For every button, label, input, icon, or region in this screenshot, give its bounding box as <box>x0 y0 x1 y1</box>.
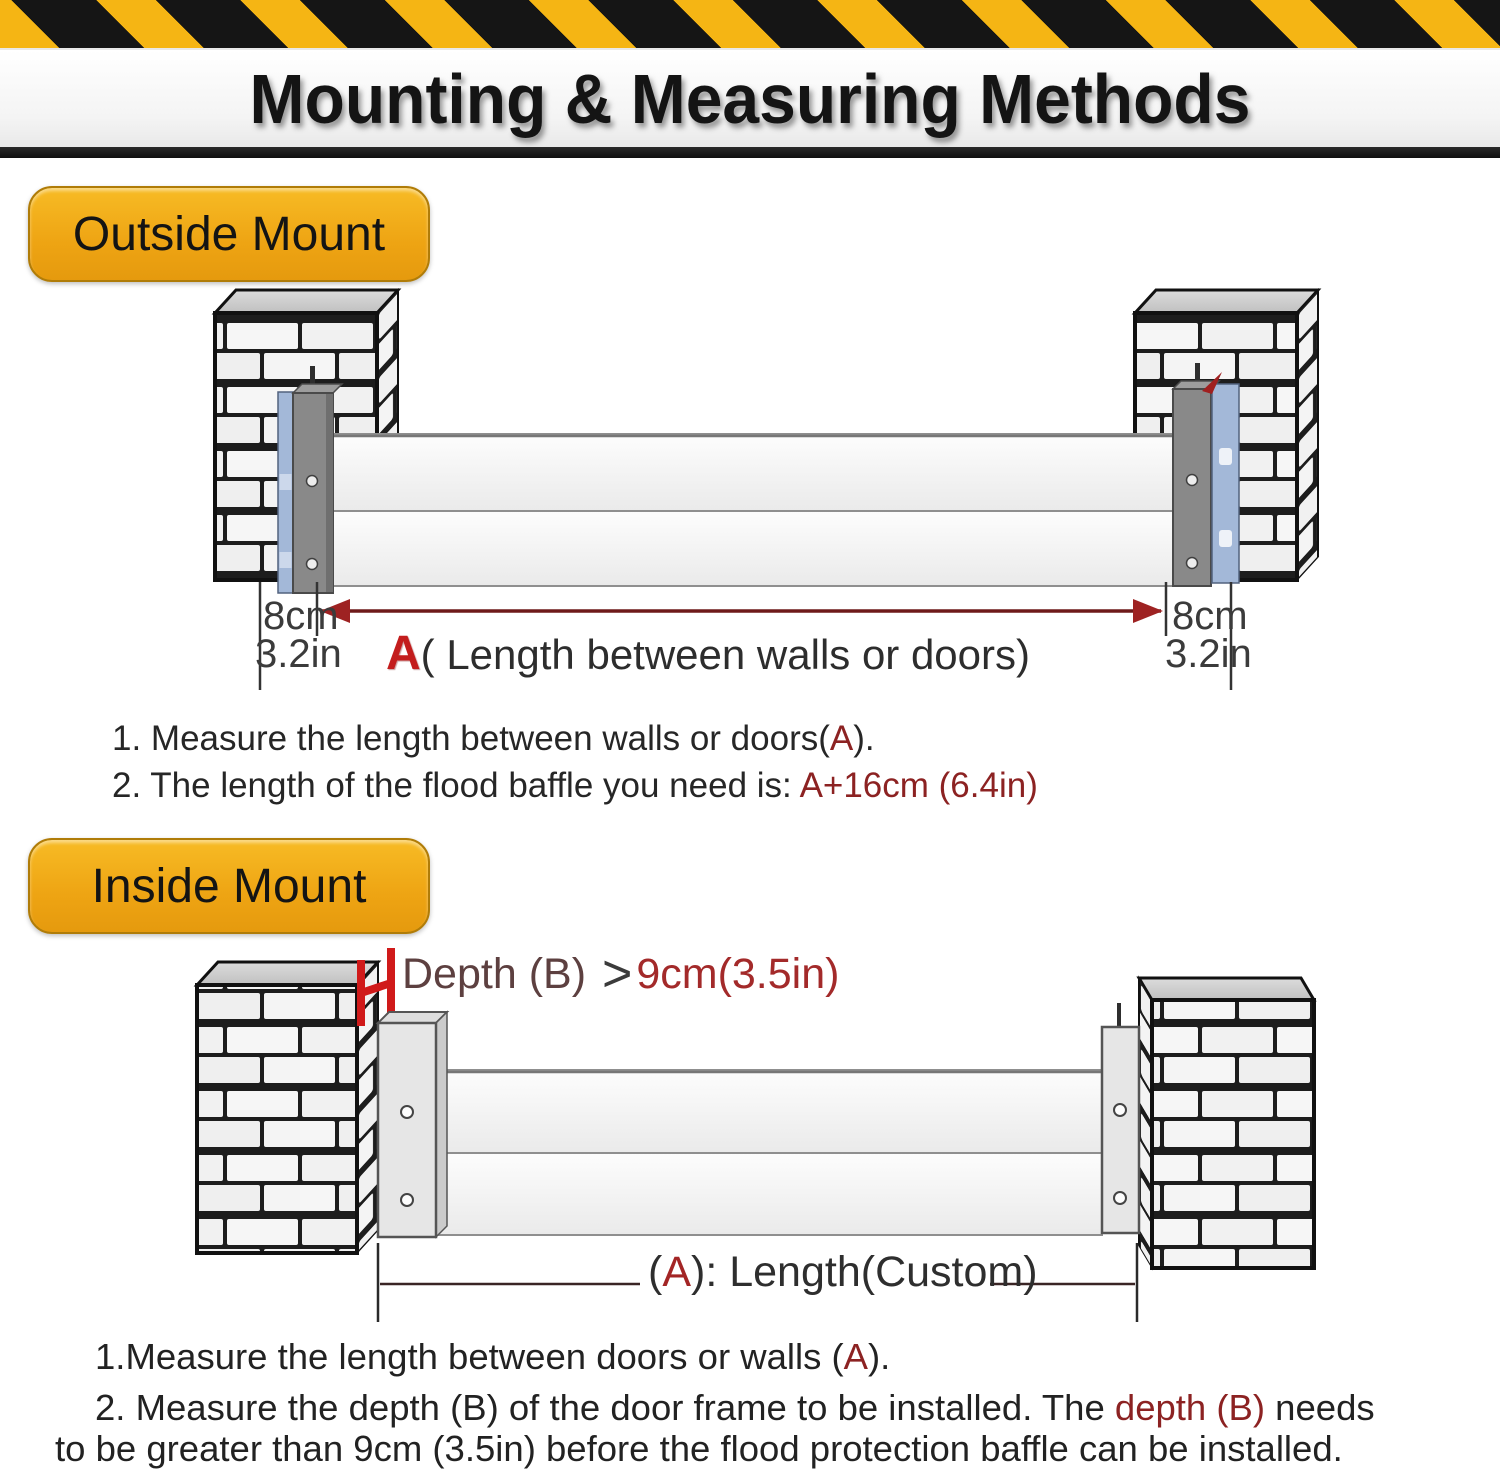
label-accent: A <box>662 1248 692 1296</box>
step-accent: depth (B) <box>1114 1387 1266 1428</box>
step-text: 2. The length of the flood baffle you need is: <box>112 766 800 805</box>
seal-mark <box>1219 530 1232 547</box>
step-accent: A <box>829 719 854 758</box>
inside-left-bracket <box>378 1012 447 1237</box>
left-offset-cm-label: 8cm <box>263 594 339 638</box>
length-A-label <box>386 626 1030 681</box>
inside-right-pillar <box>1139 978 1314 1268</box>
length-A-arrow <box>320 599 1163 623</box>
step-text: ). <box>868 1336 891 1377</box>
outside-mount-badge: Outside Mount <box>28 186 430 282</box>
outside-step-2 <box>112 766 1038 806</box>
inside-flood-barrier-panel <box>436 1070 1102 1235</box>
inside-step-1 <box>95 1336 890 1378</box>
outside-right-seal-strip <box>1212 384 1239 583</box>
step-text: 2. Measure the depth (B) of the door frame to be installed. The <box>95 1387 1115 1428</box>
outside-step-1 <box>112 719 875 759</box>
seal-mark <box>280 474 292 490</box>
label-text: ): Length(Custom) <box>691 1248 1038 1296</box>
right-offset-in-label: 3.2in <box>1165 632 1252 676</box>
step-accent: A <box>843 1336 869 1377</box>
label-text: ( <box>648 1248 663 1296</box>
length-A-text: ( Length between walls or doors) <box>420 631 1030 678</box>
depth-B-label <box>402 944 839 1004</box>
left-offset-in-label: 3.2in <box>255 632 342 676</box>
outside-flood-barrier-panel <box>333 434 1173 586</box>
page-title: Mounting & Measuring Methods <box>249 59 1251 138</box>
seal-mark <box>280 552 292 568</box>
step-text: 1. Measure the length between walls or doors( <box>112 719 830 758</box>
inside-step-2-continued: to be greater than 9cm (3.5in) before the flood protection baffle can be installed. <box>55 1428 1343 1469</box>
greater-than-sign: > <box>601 945 633 1003</box>
step-text: needs <box>1265 1387 1375 1428</box>
right-offset-cm-label: 8cm <box>1172 594 1248 638</box>
depth-value: 9cm(3.5in) <box>636 950 840 998</box>
seal-mark <box>1219 448 1232 465</box>
depth-text: Depth (B) <box>402 950 587 998</box>
inside-mount-badge: Inside Mount <box>28 838 430 934</box>
inside-right-bracket <box>1102 1003 1139 1233</box>
inside-step-2 <box>95 1387 1375 1429</box>
length-custom-label <box>648 1248 1038 1297</box>
length-A-letter: A <box>386 627 421 680</box>
step-text: 1.Measure the length between doors or walls ( <box>95 1336 844 1377</box>
step-text: ). <box>853 719 875 758</box>
inside-left-pillar <box>197 962 378 1253</box>
step-accent: A+16cm (6.4in) <box>799 766 1038 805</box>
